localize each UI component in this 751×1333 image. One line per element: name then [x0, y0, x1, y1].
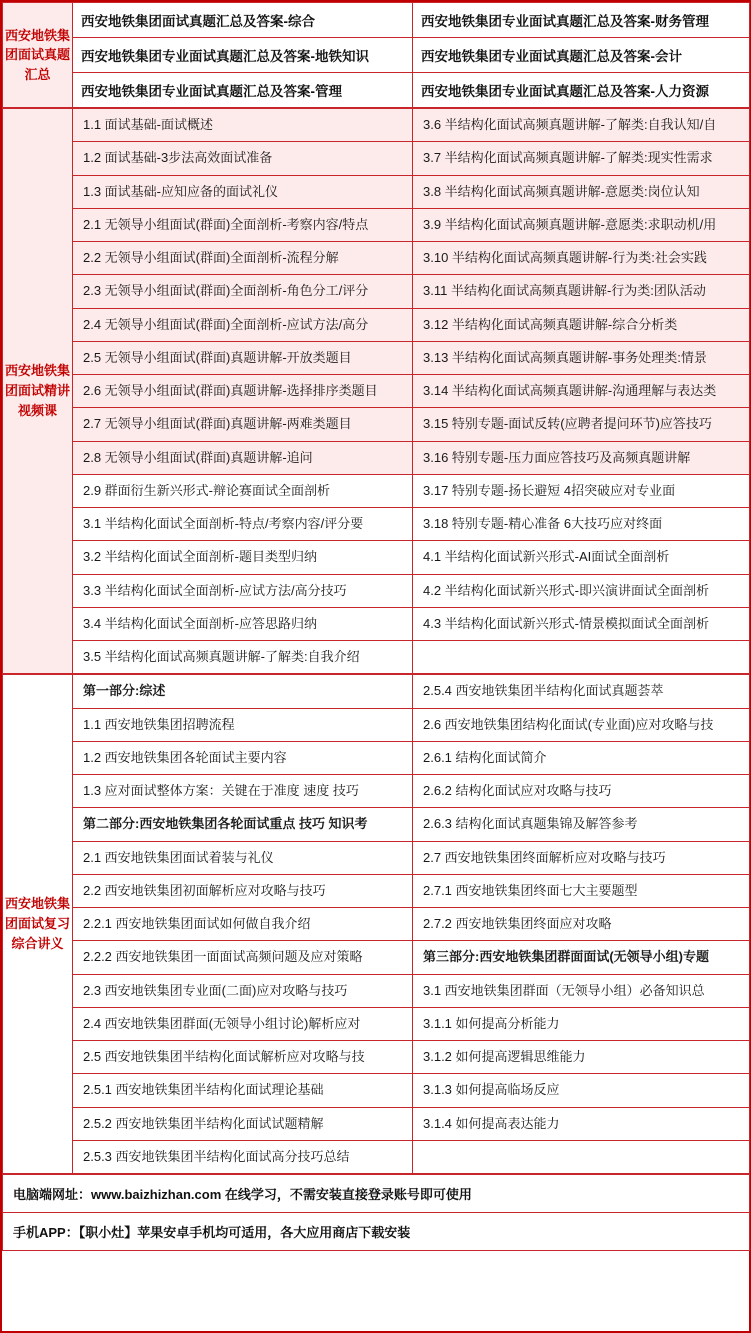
list-item[interactable]: 3.7 半结构化面试高频真题讲解-了解类:现实性需求 [413, 142, 750, 175]
list-item[interactable]: 2.7.1 西安地铁集团终面七大主要题型 [413, 874, 750, 907]
table-row [3, 242, 750, 275]
table-row [3, 142, 750, 175]
table-row [3, 641, 750, 674]
list-item[interactable]: 2.6 无领导小组面试(群面)真题讲解-选择排序类题目 [73, 375, 413, 408]
list-item[interactable]: 3.11 半结构化面试高频真题讲解-行为类:团队活动 [413, 275, 750, 308]
table-row [3, 541, 750, 574]
handout-section-label: 西安地铁集团面试复习综合讲义 [3, 675, 73, 1174]
footer-table [2, 1174, 750, 1251]
list-item-empty [413, 641, 750, 674]
list-item[interactable]: 3.12 半结构化面试高频真题讲解-综合分析类 [413, 308, 750, 341]
list-item[interactable]: 3.10 半结构化面试高频真题讲解-行为类:社会实践 [413, 242, 750, 275]
list-item[interactable]: 2.5.4 西安地铁集团半结构化面试真题荟萃 [413, 675, 750, 708]
list-item[interactable]: 2.4 无领导小组面试(群面)全面剖析-应试方法/高分 [73, 308, 413, 341]
video-course-body [3, 109, 750, 674]
table-row [3, 675, 750, 708]
list-item[interactable]: 3.4 半结构化面试全面剖析-应答思路归纳 [73, 607, 413, 640]
list-item[interactable]: 3.14 半结构化面试高频真题讲解-沟通理解与表达类 [413, 375, 750, 408]
list-item[interactable]: 2.5 西安地铁集团半结构化面试解析应对攻略与技 [73, 1041, 413, 1074]
list-item[interactable]: 4.2 半结构化面试新兴形式-即兴演讲面试全面剖析 [413, 574, 750, 607]
header-body [3, 3, 750, 108]
list-item[interactable]: 3.1.3 如何提高临场反应 [413, 1074, 750, 1107]
table-row [3, 508, 750, 541]
list-item[interactable]: 1.1 西安地铁集团招聘流程 [73, 708, 413, 741]
list-item[interactable]: 3.8 半结构化面试高频真题讲解-意愿类:岗位认知 [413, 175, 750, 208]
list-item[interactable]: 1.2 西安地铁集团各轮面试主要内容 [73, 741, 413, 774]
list-item[interactable]: 1.3 面试基础-应知应备的面试礼仪 [73, 175, 413, 208]
list-item[interactable]: 2.6.2 结构化面试应对攻略与技巧 [413, 775, 750, 808]
list-item[interactable]: 3.1 半结构化面试全面剖析-特点/考察内容/评分要 [73, 508, 413, 541]
list-item[interactable]: 3.2 半结构化面试全面剖析-题目类型归纳 [73, 541, 413, 574]
header-item[interactable]: 西安地铁集团专业面试真题汇总及答案-财务管理 [413, 3, 750, 38]
table-row [3, 1041, 750, 1074]
list-item[interactable]: 2.2.2 西安地铁集团一面面试高频问题及应对策略 [73, 941, 413, 974]
table-row [3, 375, 750, 408]
list-item[interactable]: 2.6 西安地铁集团结构化面试(专业面)应对攻略与技 [413, 708, 750, 741]
header-row [3, 73, 750, 108]
list-item[interactable]: 2.2 无领导小组面试(群面)全面剖析-流程分解 [73, 242, 413, 275]
footer-body [3, 1175, 750, 1251]
header-section-label: 西安地铁集团面试真题汇总 [3, 3, 73, 108]
list-item[interactable]: 3.15 特别专题-面试反转(应聘者提问环节)应答技巧 [413, 408, 750, 441]
list-item[interactable]: 第二部分:西安地铁集团各轮面试重点 技巧 知识考 [73, 808, 413, 841]
table-row [3, 408, 750, 441]
header-row [3, 38, 750, 73]
app-access-note: 手机APP：【职小灶】苹果安卓手机均可适用，各大应用商店下载安装 [3, 1213, 750, 1251]
table-row [3, 808, 750, 841]
list-item[interactable]: 2.3 西安地铁集团专业面(二面)应对攻略与技巧 [73, 974, 413, 1007]
list-item[interactable]: 3.1.4 如何提高表达能力 [413, 1107, 750, 1140]
table-row [3, 175, 750, 208]
video-course-section-label: 西安地铁集团面试精讲视频课 [3, 109, 73, 674]
table-row [3, 109, 750, 142]
table-row [3, 1074, 750, 1107]
list-item[interactable]: 2.6.3 结构化面试真题集锦及解答参考 [413, 808, 750, 841]
list-item[interactable]: 4.1 半结构化面试新兴形式-AI面试全面剖析 [413, 541, 750, 574]
list-item[interactable]: 2.2 西安地铁集团初面解析应对攻略与技巧 [73, 874, 413, 907]
list-item[interactable]: 2.7.2 西安地铁集团终面应对攻略 [413, 908, 750, 941]
list-item[interactable]: 4.3 半结构化面试新兴形式-情景模拟面试全面剖析 [413, 607, 750, 640]
list-item[interactable]: 3.5 半结构化面试高频真题讲解-了解类:自我介绍 [73, 641, 413, 674]
list-item[interactable]: 1.2 面试基础-3步法高效面试准备 [73, 142, 413, 175]
header-item[interactable]: 西安地铁集团专业面试真题汇总及答案-管理 [73, 73, 413, 108]
table-row [3, 708, 750, 741]
table-row [3, 441, 750, 474]
footer-row [3, 1213, 750, 1251]
list-item[interactable]: 3.16 特别专题-压力面应答技巧及高频真题讲解 [413, 441, 750, 474]
list-item[interactable]: 2.3 无领导小组面试(群面)全面剖析-角色分工/评分 [73, 275, 413, 308]
list-item[interactable]: 2.5.3 西安地铁集团半结构化面试高分技巧总结 [73, 1140, 413, 1173]
list-item-empty [413, 1140, 750, 1173]
list-item[interactable]: 2.1 西安地铁集团面试着装与礼仪 [73, 841, 413, 874]
table-row [3, 1007, 750, 1040]
list-item[interactable]: 2.4 西安地铁集团群面(无领导小组讨论)解析应对 [73, 1007, 413, 1040]
handout-table [2, 674, 750, 1174]
handout-body [3, 675, 750, 1174]
list-item[interactable]: 第三部分:西安地铁集团群面面试(无领导小组)专题 [413, 941, 750, 974]
list-item[interactable]: 3.13 半结构化面试高频真题讲解-事务处理类:情景 [413, 341, 750, 374]
list-item[interactable]: 第一部分:综述 [73, 675, 413, 708]
header-row [3, 3, 750, 38]
list-item[interactable]: 2.6.1 结构化面试简介 [413, 741, 750, 774]
list-item[interactable]: 1.1 面试基础-面试概述 [73, 109, 413, 142]
table-row [3, 574, 750, 607]
table-row [3, 974, 750, 1007]
list-item[interactable]: 2.7 西安地铁集团终面解析应对攻略与技巧 [413, 841, 750, 874]
table-row [3, 607, 750, 640]
table-row [3, 775, 750, 808]
list-item[interactable]: 2.5.1 西安地铁集团半结构化面试理论基础 [73, 1074, 413, 1107]
list-item[interactable]: 3.6 半结构化面试高频真题讲解-了解类:自我认知/自 [413, 109, 750, 142]
list-item[interactable]: 1.3 应对面试整体方案：关键在于准度 速度 技巧 [73, 775, 413, 808]
header-item[interactable]: 西安地铁集团专业面试真题汇总及答案-会计 [413, 38, 750, 73]
list-item[interactable]: 3.1 西安地铁集团群面（无领导小组）必备知识总 [413, 974, 750, 1007]
table-row [3, 208, 750, 241]
footer-row [3, 1175, 750, 1213]
list-item[interactable]: 2.1 无领导小组面试(群面)全面剖析-考察内容/特点 [73, 208, 413, 241]
table-row [3, 941, 750, 974]
header-table [2, 2, 750, 108]
list-item[interactable]: 2.8 无领导小组面试(群面)真题讲解-追问 [73, 441, 413, 474]
pc-access-note: 电脑端网址：www.baizhizhan.com 在线学习，不需安装直接登录账号即可使用 [3, 1175, 750, 1213]
table-row [3, 1107, 750, 1140]
list-item[interactable]: 2.5 无领导小组面试(群面)真题讲解-开放类题目 [73, 341, 413, 374]
header-item[interactable]: 西安地铁集团专业面试真题汇总及答案-人力资源 [413, 73, 750, 108]
list-item[interactable]: 3.3 半结构化面试全面剖析-应试方法/高分技巧 [73, 574, 413, 607]
header-item[interactable]: 西安地铁集团面试真题汇总及答案-综合 [73, 3, 413, 38]
table-row [3, 1140, 750, 1173]
list-item[interactable]: 2.9 群面衍生新兴形式-辩论赛面试全面剖析 [73, 474, 413, 507]
table-row [3, 275, 750, 308]
table-row [3, 341, 750, 374]
list-item[interactable]: 2.7 无领导小组面试(群面)真题讲解-两难类题目 [73, 408, 413, 441]
list-item[interactable]: 2.5.2 西安地铁集团半结构化面试试题精解 [73, 1107, 413, 1140]
table-row [3, 308, 750, 341]
table-row [3, 874, 750, 907]
table-row [3, 841, 750, 874]
list-item[interactable]: 3.17 特别专题-扬长避短 4招突破应对专业面 [413, 474, 750, 507]
list-item[interactable]: 3.9 半结构化面试高频真题讲解-意愿类:求职动机/用 [413, 208, 750, 241]
table-row [3, 908, 750, 941]
header-item[interactable]: 西安地铁集团专业面试真题汇总及答案-地铁知识 [73, 38, 413, 73]
video-course-table [2, 108, 750, 674]
table-row [3, 741, 750, 774]
list-item[interactable]: 3.1.2 如何提高逻辑思维能力 [413, 1041, 750, 1074]
list-item[interactable]: 3.18 特别专题-精心准备 6大技巧应对终面 [413, 508, 750, 541]
list-item[interactable]: 3.1.1 如何提高分析能力 [413, 1007, 750, 1040]
table-row [3, 474, 750, 507]
list-item[interactable]: 2.2.1 西安地铁集团面试如何做自我介绍 [73, 908, 413, 941]
